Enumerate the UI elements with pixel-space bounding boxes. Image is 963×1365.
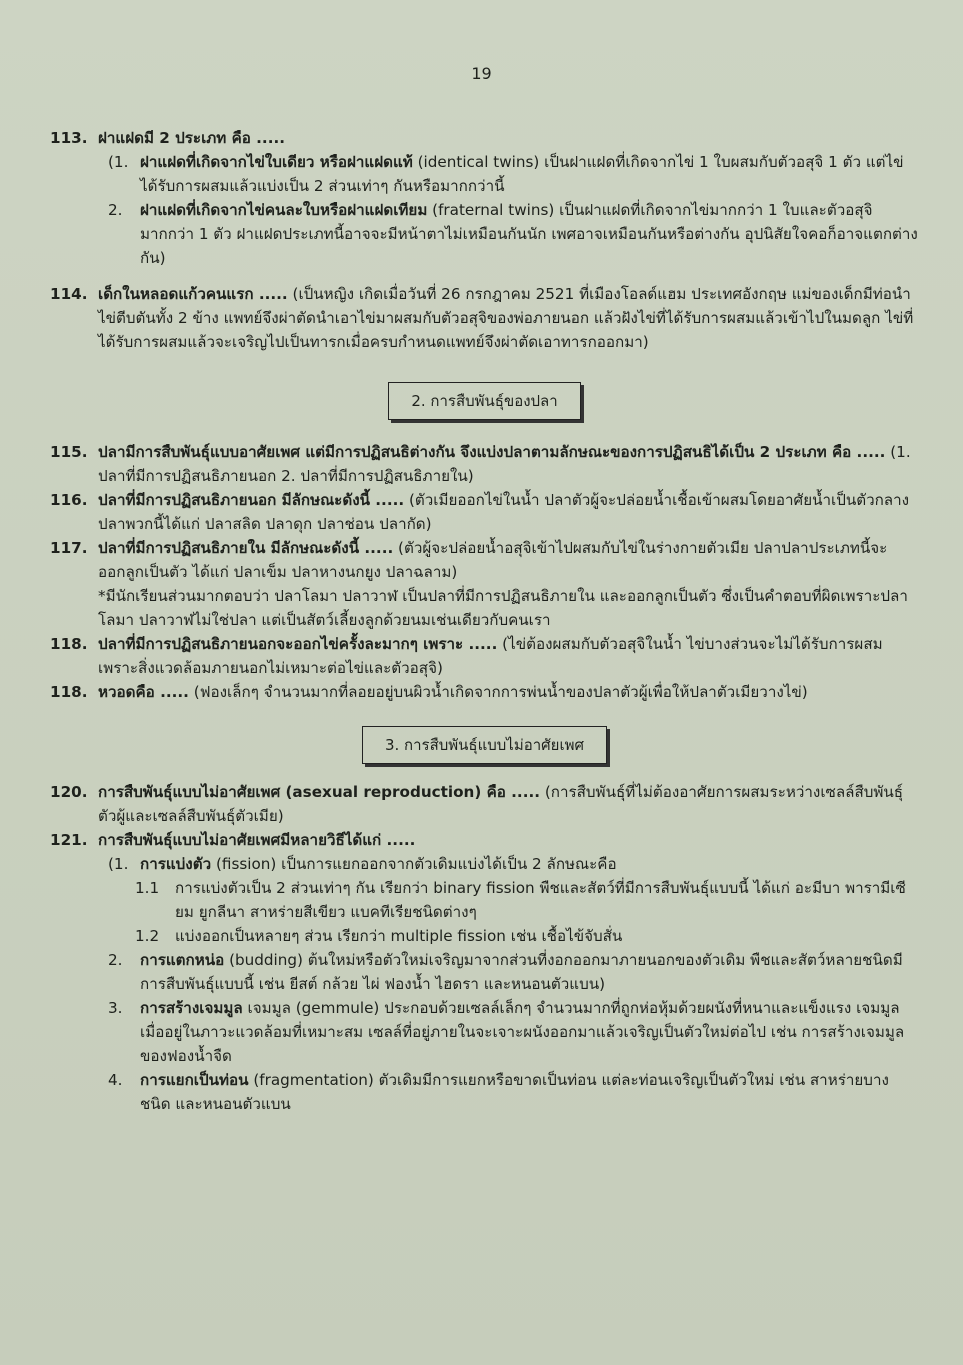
question-heading: หวอดคือ ..... [98, 683, 189, 701]
item-text: (fragmentation) ตัวเดิมมีการแยกหรือขาดเป็นท่อน แต่ละท่อนเจริญเป็นตัวใหม่ เช่น สาหร่ายบางชนิด และหนอนตัวแบน [140, 1071, 889, 1113]
item-heading: ฝาแฝดที่เกิดจากไข่ใบเดียว หรือฝาแฝดแท้ [140, 153, 413, 171]
question-116 [50, 488, 919, 536]
answer-item [50, 150, 919, 198]
item-text: (identical twins) เป็นฝาแฝดที่เกิดจากไข่ 1 ใบผสมกับตัวอสุจิ 1 ตัว แต่ไข่ได้รับการผสมแล้วแบ่งเป็น 2 ส่วนเท่าๆ กันหรือมากกว่านี้ [140, 153, 904, 195]
question-heading: ฝาแฝดมี 2 ประเภท คือ ..... [98, 129, 286, 147]
item-number: 2. [108, 951, 123, 969]
answer-subitem [50, 924, 919, 948]
question-number: 113. [50, 129, 88, 147]
section-heading-3: 3. การสืบพันธุ์แบบไม่อาศัยเพศ [362, 726, 607, 764]
question-number: 117. [50, 539, 88, 557]
question-119 [50, 680, 919, 704]
item-number: 3. [108, 999, 123, 1017]
item-number: (1. [108, 153, 129, 171]
question-heading: ปลาที่มีการปฏิสนธิภายนอก มีลักษณะดังนี้ ..... [98, 491, 405, 509]
item-number: (1. [108, 855, 129, 873]
question-number: 115. [50, 443, 88, 461]
subitem-text: การแบ่งตัวเป็น 2 ส่วนเท่าๆ กัน เรียกว่า binary fission พืชและสัตว์ที่มีการสืบพันธุ์แบบนี้ ได้แก่ อะมีบา พารามีเซียม ยูกลีนา สาหร่ายสีเขียว แบคทีเรียชนิดต่างๆ [175, 879, 906, 921]
question-120 [50, 780, 919, 828]
item-heading: ฝาแฝดที่เกิดจากไข่คนละใบหรือฝาแฝดเทียม [140, 201, 428, 219]
answer-subitem [50, 876, 919, 924]
item-heading: การแบ่งตัว [140, 855, 212, 873]
answer-text: (การสืบพันธุ์ที่ไม่ต้องอาศัยการผสมระหว่างเซลล์สืบพันธุ์ตัวผู้และเซลล์สืบพันธุ์ตัวเมีย) [98, 783, 904, 825]
subitem-number: 1.1 [135, 879, 160, 897]
page-number: 19 [471, 64, 492, 83]
answer-item [50, 198, 919, 270]
item-heading: การสร้างเจมมูล [140, 999, 243, 1017]
answer-item [50, 996, 919, 1068]
subitem-text: แบ่งออกเป็นหลายๆ ส่วน เรียกว่า multiple fission เช่น เชื้อไข้จับสั่น [175, 927, 623, 945]
question-heading: การสืบพันธุ์แบบไม่อาศัยเพศมีหลายวิธีได้แก่ ..... [98, 831, 416, 849]
question-number: 118. [50, 635, 88, 653]
answer-text: (ฟองเล็กๆ จำนวนมากที่ลอยอยู่บนผิวน้ำเกิดจากการพ่นน้ำของปลาตัวผู้เพื่อให้ปลาตัวเมียวางไข่) [188, 683, 808, 701]
item-heading: การแตกหน่อ [140, 951, 225, 969]
question-heading: ปลาที่มีการปฏิสนธิภายใน มีลักษณะดังนี้ ..... [98, 539, 394, 557]
item-heading: การแยกเป็นท่อน [140, 1071, 249, 1089]
item-text: (budding) ต้นใหม่หรือตัวใหม่เจริญมาจากส่วนที่งอกออกมาภายนอกของตัวเดิม พืชและสัตว์หลายชนิดมีการสืบพันธุ์แบบนี้ เช่น ยีสต์ กล้วย ไผ่ ฟองน้ำ ไฮดรา และหนอนตัวแบน) [140, 951, 903, 993]
question-115 [50, 440, 919, 488]
question-117 [50, 536, 919, 584]
item-number: 2. [108, 201, 123, 219]
answer-text: (เป็นหญิง เกิดเมื่อวันที่ 26 กรกฎาคม 2521 ที่เมืองโอลด์แฮม ประเทศอังกฤษ แม่ของเด็กมีท่อนำไข่ตีบตันทั้ง 2 ข้าง แพทย์จึงผ่าตัดนำเอาไข่มาผสมกับตัวอสุจิของพ่อภายนอก แล้วฝังไข่ที่ได้รับการผสมแล้วเข้าไปในมดลูก ไข่ที่ได้รับการผสมแล้วจะเจริญไปเป็นทารกเมื่อครบกำหนดแพทย์จึงผ่าตัดเอาทารกออกมา) [98, 285, 914, 351]
answer-item [50, 1068, 919, 1116]
subitem-number: 1.2 [135, 927, 160, 945]
answer-item [50, 852, 919, 876]
question-113 [50, 126, 919, 150]
question-heading: การสืบพันธุ์แบบไม่อาศัยเพศ (asexual reproduction) คือ ..... [98, 783, 541, 801]
question-114 [50, 282, 919, 354]
item-text: เจมมูล (gemmule) ประกอบด้วยเซลล์เล็กๆ จำนวนมากที่ถูกห่อหุ้มด้วยผนังที่หนาและแข็งแรง เจมมูลเมื่ออยู่ในภาวะแวดล้อมที่เหมาะสม เซลล์ที่อยู่ภายในจะเจาะผนังออกมาแล้วเจริญเป็นตัวใหม่ต่อไป เช่น การสร้างเจมมูลของฟองน้ำจืด [140, 999, 905, 1065]
question-number: 118. [50, 683, 88, 701]
answer-text: (ไข่ต้องผสมกับตัวอสุจิในน้ำ ไข่บางส่วนจะไม่ได้รับการผสม เพราะสิ่งแวดล้อมภายนอกไม่เหมาะต่อไข่และตัวอสุจิ) [98, 635, 883, 677]
question-number: 121. [50, 831, 88, 849]
question-heading: ปลามีการสืบพันธุ์แบบอาศัยเพศ แต่มีการปฏิสนธิต่างกัน จึงแบ่งปลาตามลักษณะของการปฏิสนธิได้เป็น 2 ประเภท คือ ..... [98, 443, 886, 461]
footnote: *มีนักเรียนส่วนมากตอบว่า ปลาโลมา ปลาวาฬ เป็นปลาที่มีการปฏิสนธิภายใน และออกลูกเป็นตัว ซึ่งเป็นคำตอบที่ผิดเพราะปลาโลมา ปลาวาฬไม่ใช่ปลา แต่เป็นสัตว์เลี้ยงลูกด้วยนมเช่นเดียวกับคนเรา [98, 587, 908, 629]
question-121 [50, 828, 919, 852]
section-heading-2: 2. การสืบพันธุ์ของปลา [388, 382, 580, 420]
question-number: 120. [50, 783, 88, 801]
question-118 [50, 632, 919, 680]
item-text: (fission) เป็นการแยกออกจากตัวเดิมแบ่งได้เป็น 2 ลักษณะคือ [211, 855, 617, 873]
question-number: 116. [50, 491, 88, 509]
answer-text: (ตัวผู้จะปล่อยน้ำอสุจิเข้าไปผสมกับไข่ในร่างกายตัวเมีย ปลาปลาประเภทนี้จะออกลูกเป็นตัว ได้แก่ ปลาเข็ม ปลาหางนกยูง ปลาฉลาม) [98, 539, 888, 581]
answer-text: (ตัวเมียออกไข่ในน้ำ ปลาตัวผู้จะปล่อยน้ำเชื้อเข้าผสมโดยอาศัยน้ำเป็นตัวกลาง ปลาพวกนี้ได้แก่ ปลาสลิด ปลาดุก ปลาช่อน ปลากัด) [98, 491, 910, 533]
question-heading: เด็กในหลอดแก้วคนแรก ..... [98, 285, 288, 303]
item-number: 4. [108, 1071, 123, 1089]
question-heading: ปลาที่มีการปฏิสนธิภายนอกจะออกไข่ครั้งละมากๆ เพราะ ..... [98, 635, 498, 653]
answer-text: (1. ปลาที่มีการปฏิสนธิภายนอก 2. ปลาที่มีการปฏิสนธิภายใน) [98, 443, 911, 485]
item-text: (fraternal twins) เป็นฝาแฝดที่เกิดจากไข่มากกว่า 1 ใบและตัวอสุจิมากกว่า 1 ตัว ฝาแฝดประเภทนี้อาจจะมีหน้าตาไม่เหมือนกันนัก เพศอาจเหมือนกันหรือต่างกัน อุปนิสัยใจคอก็อาจแตกต่างกัน) [140, 201, 918, 267]
answer-item [50, 948, 919, 996]
question-number: 114. [50, 285, 88, 303]
